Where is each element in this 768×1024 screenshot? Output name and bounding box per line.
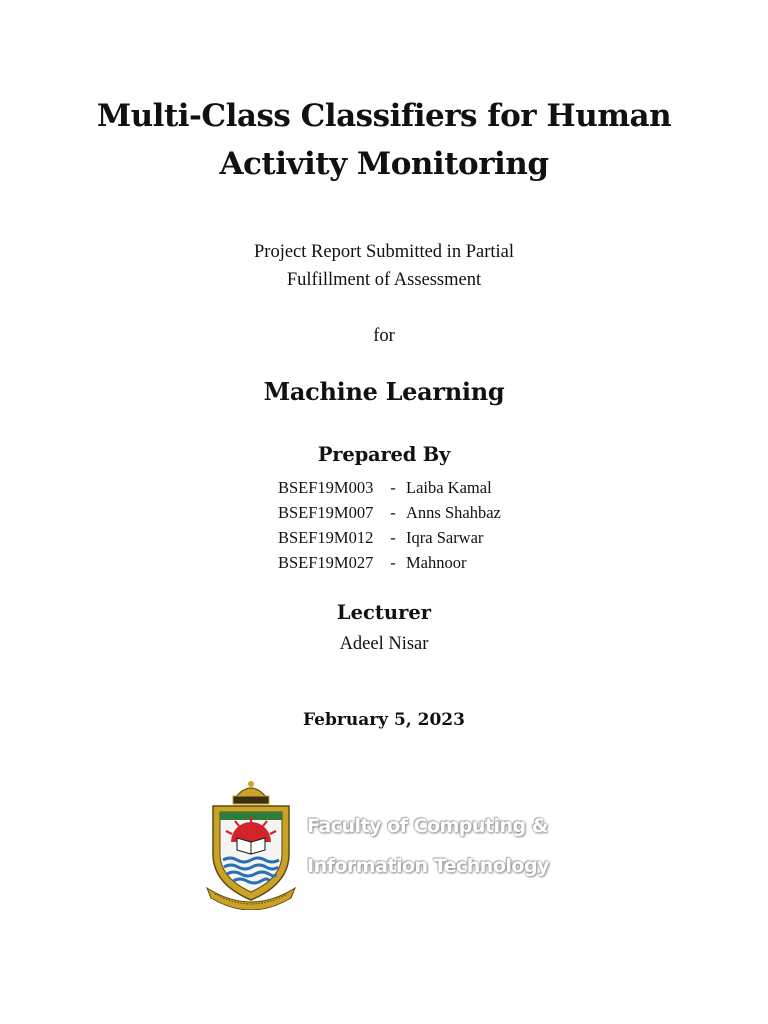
member-name: Mahnoor	[406, 553, 467, 572]
faculty-name	[307, 806, 547, 886]
prepared-by-heading: Prepared By	[317, 443, 451, 466]
for-text: for	[373, 326, 395, 346]
faculty-name-line-1: Faculty of Computing &	[307, 815, 548, 837]
university-crest-icon	[205, 776, 297, 910]
subtitle-line-2: Fulfillment of Assessment	[286, 270, 482, 290]
member-separator: -	[390, 528, 396, 547]
subtitle-line-1: Project Report Submitted in Partial	[254, 242, 514, 262]
report-subtitle	[0, 238, 768, 294]
report-title	[0, 92, 768, 188]
member-row	[278, 500, 578, 525]
member-name: Iqra Sarwar	[406, 528, 484, 547]
faculty-logo	[205, 776, 549, 916]
member-id: BSEF19M012	[278, 528, 374, 547]
lecturer-heading: Lecturer	[336, 601, 432, 624]
report-title-line-1: Multi-Class Classifiers for Human	[96, 98, 672, 134]
report-date: February 5, 2023	[303, 710, 465, 730]
member-id: BSEF19M027	[278, 553, 374, 572]
member-row	[278, 525, 578, 550]
member-row	[278, 475, 578, 500]
faculty-name-line-2: Information Technology	[307, 855, 549, 877]
member-list	[278, 475, 578, 575]
member-separator: -	[390, 553, 396, 572]
member-id: BSEF19M003	[278, 478, 374, 497]
course-name: Machine Learning	[263, 377, 505, 406]
lecturer-name: Adeel Nisar	[339, 634, 429, 654]
member-id: BSEF19M007	[278, 503, 374, 522]
member-row	[278, 550, 578, 575]
member-separator: -	[390, 503, 396, 522]
member-name: Anns Shahbaz	[406, 503, 501, 522]
report-title-line-2: Activity Monitoring	[219, 146, 549, 182]
member-name: Laiba Kamal	[406, 478, 492, 497]
member-separator: -	[390, 478, 396, 497]
